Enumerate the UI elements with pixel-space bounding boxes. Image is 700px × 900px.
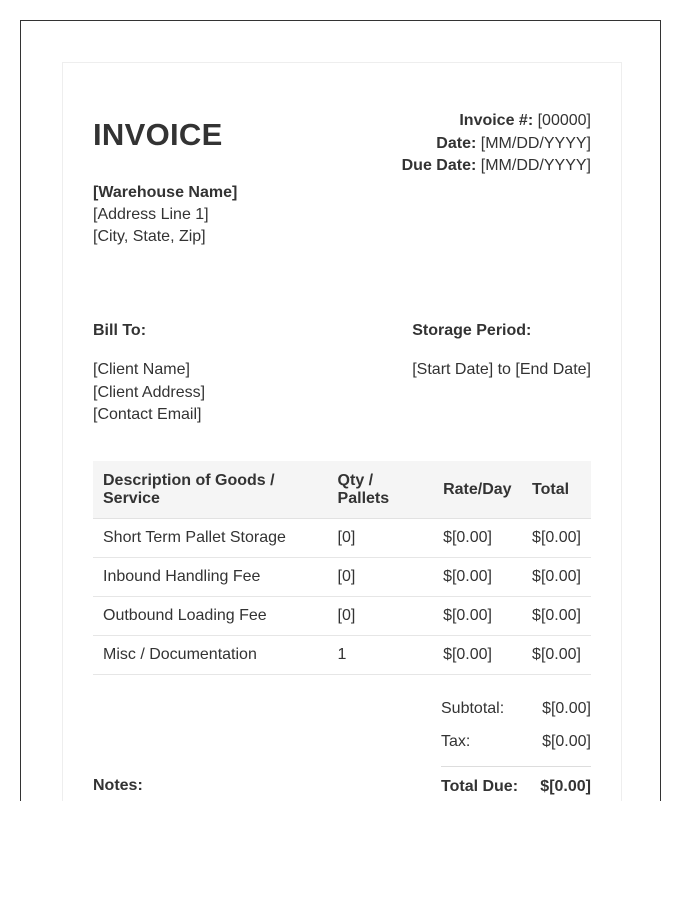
header-total: Total	[522, 461, 591, 519]
cell-qty: [0]	[328, 597, 434, 636]
sender-block	[93, 182, 237, 248]
header-qty: Qty / Pallets	[328, 461, 434, 519]
cell-qty: [0]	[328, 519, 434, 558]
cell-rate: $[0.00]	[433, 558, 522, 597]
cell-qty: 1	[328, 636, 434, 675]
table-header-row	[93, 461, 591, 519]
tax-label: Tax:	[441, 733, 471, 750]
cell-total: $[0.00]	[522, 636, 591, 675]
cell-description: Misc / Documentation	[93, 636, 328, 675]
invoice-date-label: Date:	[436, 134, 477, 152]
notes-heading: Notes:	[93, 777, 143, 794]
cell-description: Outbound Loading Fee	[93, 597, 328, 636]
invoice-date-row	[402, 133, 591, 156]
cell-description: Short Term Pallet Storage	[93, 519, 328, 558]
invoice-due-label: Due Date:	[401, 157, 477, 174]
sender-address-line2: [City, State, Zip]	[93, 228, 206, 245]
bill-to-heading: Bill To:	[93, 322, 147, 339]
warehouse-name: [Warehouse Name]	[93, 184, 238, 201]
subtotal-value: $[0.00]	[542, 700, 591, 717]
page-frame	[20, 20, 661, 801]
tax-row	[441, 732, 591, 765]
tax-value: $[0.00]	[542, 733, 591, 750]
table-row	[93, 636, 591, 675]
storage-period-range: [Start Date] to [End Date]	[412, 361, 591, 378]
invoice-number-value: [00000]	[537, 112, 591, 129]
sender-address-line1: [Address Line 1]	[93, 206, 209, 223]
cell-total: $[0.00]	[522, 597, 591, 636]
table-row	[93, 519, 591, 558]
client-address: [Client Address]	[93, 383, 206, 401]
client-email: [Contact Email]	[93, 406, 202, 423]
storage-period-heading: Storage Period:	[412, 322, 532, 339]
bill-to-block	[93, 321, 205, 427]
cell-total: $[0.00]	[522, 519, 591, 558]
cell-qty: [0]	[328, 558, 434, 597]
invoice-sheet	[62, 62, 622, 801]
invoice-title: INVOICE	[93, 117, 223, 152]
subtotal-label: Subtotal:	[441, 700, 505, 717]
invoice-meta	[402, 110, 591, 178]
total-due-row	[441, 766, 591, 801]
invoice-number-row	[402, 110, 591, 133]
table-row	[93, 558, 591, 597]
total-due-label: Total Due:	[441, 778, 519, 795]
header-rate: Rate/Day	[433, 461, 522, 519]
cell-rate: $[0.00]	[433, 519, 522, 558]
header-description: Description of Goods / Service	[93, 461, 328, 519]
storage-period-block	[412, 321, 591, 382]
client-name: [Client Name]	[93, 361, 190, 378]
cell-rate: $[0.00]	[433, 597, 522, 636]
table-row	[93, 597, 591, 636]
cell-description: Inbound Handling Fee	[93, 558, 328, 597]
invoice-due-row	[402, 155, 591, 178]
total-due-value: $[0.00]	[540, 778, 591, 795]
line-items-table	[93, 461, 591, 675]
cell-total: $[0.00]	[522, 558, 591, 597]
cell-rate: $[0.00]	[433, 636, 522, 675]
totals-block	[441, 699, 591, 801]
invoice-due-value: [MM/DD/YYYY]	[480, 157, 591, 174]
invoice-number-label: Invoice #:	[459, 112, 534, 129]
subtotal-row	[441, 699, 591, 732]
invoice-date-value: [MM/DD/YYYY]	[480, 134, 591, 152]
